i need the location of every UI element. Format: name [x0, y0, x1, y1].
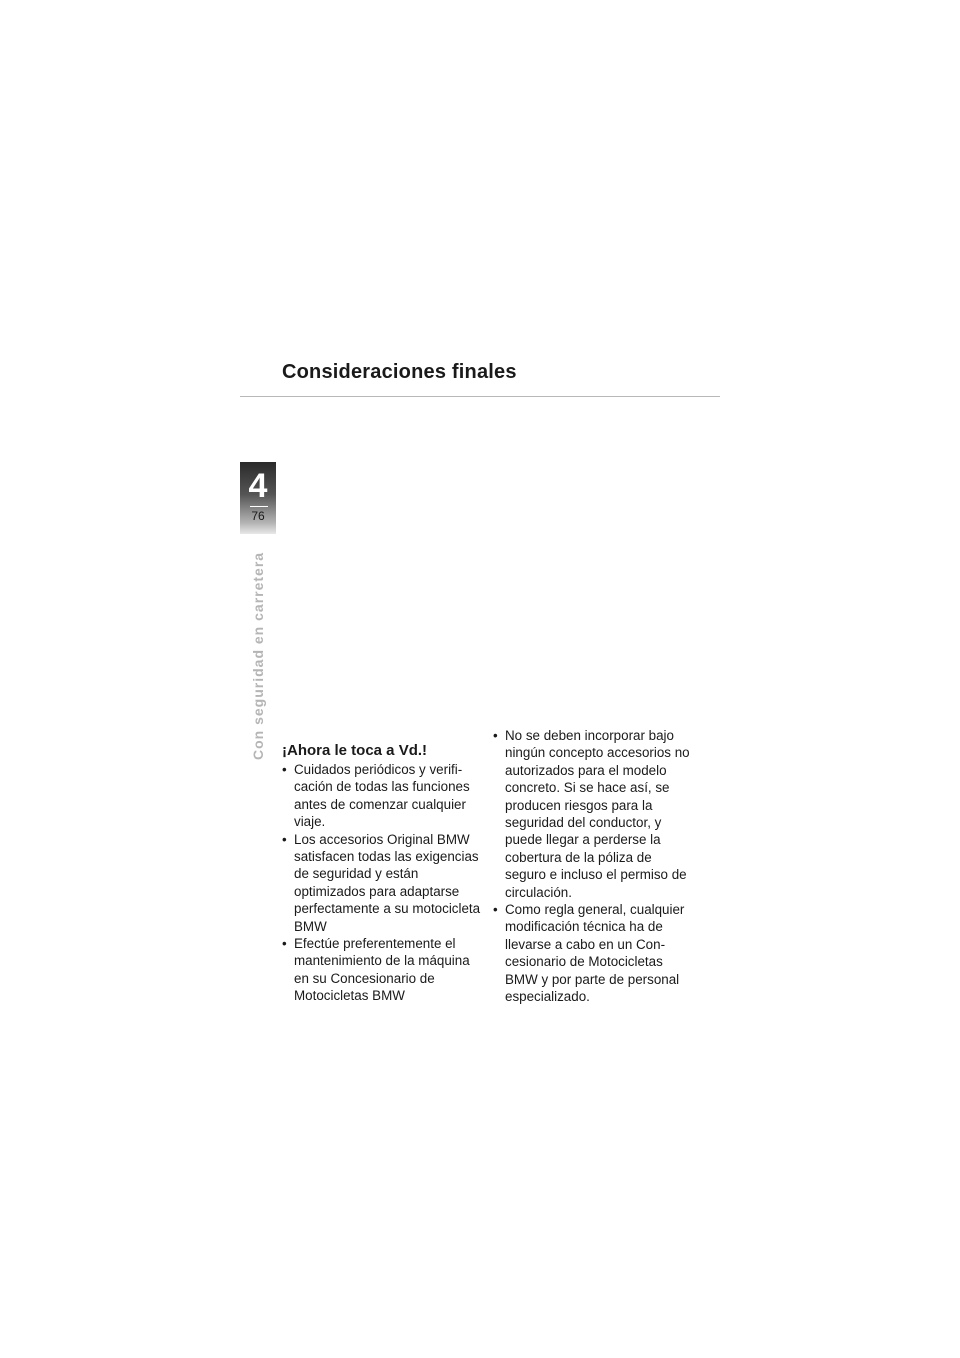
- title-divider: [240, 396, 720, 397]
- list-item: • Cuidados periódicos y verificación de todas las funciones antes de comenzar cualquier viaje.: [282, 761, 482, 831]
- list-item: • Los accesorios Original BMW satisfacen todas las exigencias de seguridad y están optimizados para adaptarse perfectamente a su motocicleta BMW: [282, 831, 482, 935]
- left-column: [282, 741, 482, 1005]
- chapter-tab: [240, 462, 276, 534]
- chapter-divider: [250, 506, 268, 507]
- section-heading: ¡Ahora le toca a Vd.!: [282, 742, 428, 759]
- right-column: [493, 727, 693, 1006]
- page-number: 76: [251, 509, 265, 523]
- list-item: • Efectúe preferentemente el mantenimiento de la máquina en su Concesionario de Motocicletas BMW: [282, 935, 482, 1005]
- list-item: • No se deben incorporar bajo ningún concepto accesorios no autorizados para el modelo concreto. Si se hace así, se producen riesgos para la seguridad del conductor, y puede llegar a perderse la cobertura de la póliza de seguro e incluso el permiso de circulación.: [493, 727, 693, 901]
- page-title: Consideraciones finales: [282, 361, 517, 383]
- list-item: • Como regla general, cualquier modificación técnica ha de llevarse a cabo en un Concesionario de Motocicletas BMW y por parte de personal especializado.: [493, 901, 693, 1005]
- left-bullet-list: [282, 761, 482, 1005]
- right-bullet-list: [493, 727, 693, 1006]
- chapter-side-label: Con seguridad en carretera: [250, 551, 266, 760]
- chapter-number: 4: [248, 467, 268, 505]
